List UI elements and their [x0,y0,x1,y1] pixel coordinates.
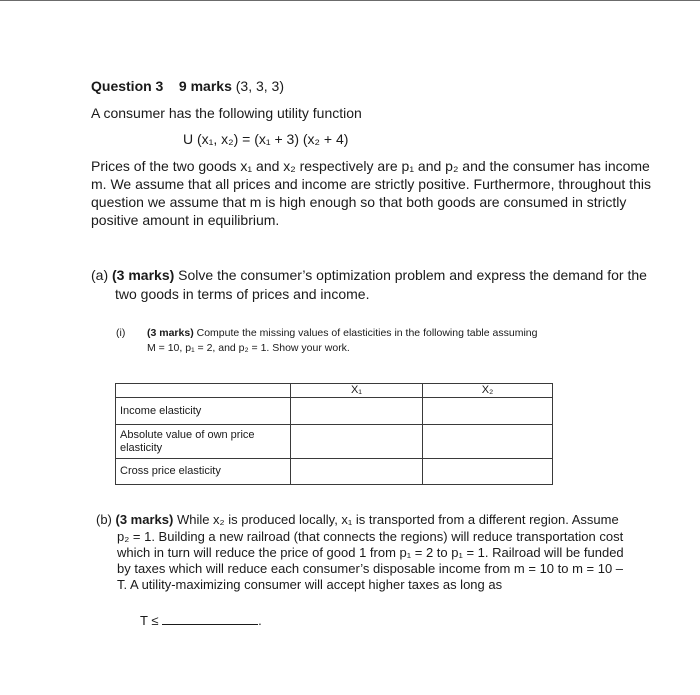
table-header-cell: X₁ [291,384,423,398]
part-b-line: which in turn will reduce the price of good 1 from p₁ = 2 to p₁ = 1. Railroad will be funded [117,545,624,560]
table-row-label: Income elasticity [116,398,291,425]
answer-line [140,612,262,629]
question-header [91,77,284,95]
part-i-text: Compute the missing values of elasticities in the following table assuming [193,327,538,339]
table-cell-empty [291,398,423,425]
table-header-cell: X₂ [423,384,553,398]
part-b-line: p₂ = 1. Building a new railroad (that connects the regions) will reduce transportation cost [117,529,624,544]
table-cell-empty [423,459,553,485]
prices-line: positive amount in equilibrium. [91,212,280,228]
table-cell-empty [291,425,423,459]
part-a-line-1 [91,266,647,284]
part-b-label: (b) [96,512,112,527]
prices-line: m. We assume that all prices and income are strictly positive. Furthermore, throughout this [91,176,651,192]
table-row [116,425,553,459]
table-cell-empty [423,425,553,459]
table-header-cell [116,384,291,398]
intro-text: A consumer has the following utility function [91,105,362,121]
utility-function: U (x₁, x₂) = (x₁ + 3) (x₂ + 4) [183,131,349,147]
answer-prefix: T ≤ [140,613,159,628]
table-row-label: Cross price elasticity [116,459,291,485]
table-header-row [116,384,553,398]
part-b-line: T. A utility-maximizing consumer will accept higher taxes as long as [117,577,503,592]
part-i-marks: (3 marks) [147,327,194,339]
part-b-text: While x₂ is produced locally, x₁ is transported from a different region. Assume [173,512,619,527]
part-i-line-2: M = 10, p₁ = 2, and p₂ = 1. Show your work. [147,342,350,354]
prices-line: question we assume that m is high enough so that both goods are consumed in strictly [91,194,627,210]
part-b-line-1 [96,512,619,528]
part-b-paragraph [117,529,624,593]
elasticity-table [115,383,553,485]
part-i-line-1 [147,326,537,340]
part-b-marks: (3 marks) [115,512,174,527]
part-a-line-2: two goods in terms of prices and income. [115,286,370,302]
question-label: Question 3 [91,78,164,94]
part-i-label: (i) [116,327,126,339]
table-row [116,398,553,425]
prices-paragraph [91,157,651,229]
part-a-marks: (3 marks) [112,267,175,283]
top-border-line [0,0,700,1]
table-cell-empty [291,459,423,485]
table-cell-empty [423,398,553,425]
prices-line: Prices of the two goods x₁ and x₂ respectively are p₁ and p₂ and the consumer has income [91,158,650,174]
part-a-text: Solve the consumer’s optimization problem and express the demand for the [174,267,647,283]
question-marks: 9 marks [178,78,232,94]
answer-suffix: . [258,613,262,628]
part-a-label: (a) [91,267,109,283]
table-row [116,459,553,485]
answer-blank[interactable] [162,612,258,625]
table-row-label: Absolute value of own price elasticity [116,425,291,459]
part-b-line: by taxes which will reduce each consumer’s disposable income from m = 10 to m = 10 – [117,561,624,576]
question-marks-breakdown: (3, 3, 3) [235,78,284,94]
